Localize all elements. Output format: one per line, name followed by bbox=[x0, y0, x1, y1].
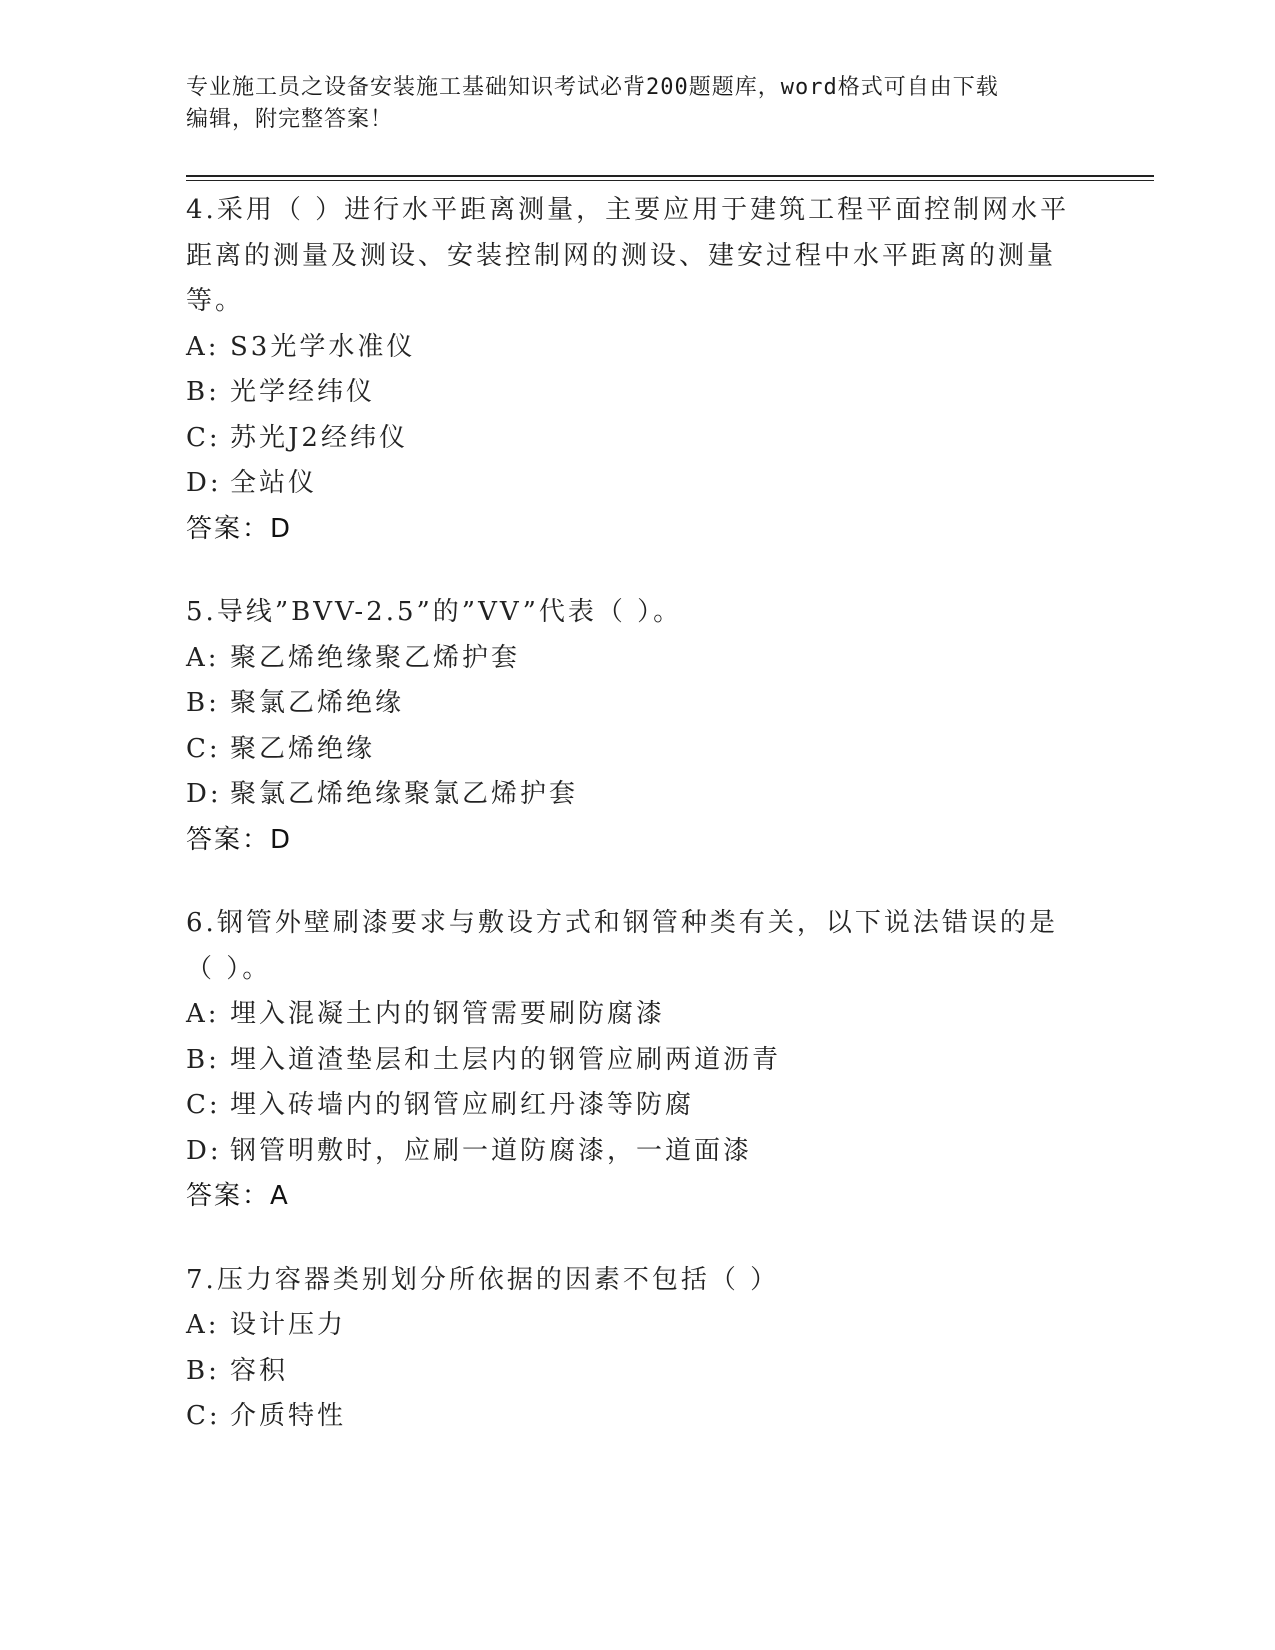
question-text bbox=[186, 901, 1086, 992]
option-text: 苏光J2经纬仪 bbox=[230, 422, 408, 453]
answer-value: A bbox=[270, 1181, 290, 1211]
option-text: 设计压力 bbox=[230, 1310, 347, 1340]
question-7 bbox=[186, 1258, 1086, 1440]
option-text: 聚乙烯绝缘聚乙烯护套 bbox=[230, 642, 521, 673]
question-body: 导线”BVV-2.5”的”VV”代表（ ）。 bbox=[216, 597, 683, 627]
option-letter: A: bbox=[186, 331, 220, 362]
option-letter: B: bbox=[186, 1044, 220, 1075]
option-letter: B: bbox=[186, 688, 220, 718]
answer-line bbox=[186, 818, 1086, 864]
option-letter: D: bbox=[186, 468, 222, 498]
option-letter: D: bbox=[186, 1135, 222, 1166]
option-letter: A: bbox=[186, 1310, 220, 1340]
option-letter: B: bbox=[186, 377, 220, 407]
question-number: 4. bbox=[186, 195, 217, 225]
question-4 bbox=[186, 188, 1086, 552]
option-text: 钢管明敷时，应刷一道防腐漆，一道面漆 bbox=[230, 1135, 753, 1166]
question-5 bbox=[186, 590, 1086, 863]
option-letter: B: bbox=[186, 1355, 220, 1386]
option-letter: C: bbox=[186, 1401, 221, 1431]
question-text bbox=[186, 590, 1086, 636]
question-number: 5. bbox=[186, 597, 217, 627]
question-text bbox=[186, 1258, 1086, 1304]
option-a bbox=[186, 636, 1086, 682]
option-letter: C: bbox=[186, 422, 221, 453]
option-text: 聚氯乙烯绝缘聚氯乙烯护套 bbox=[230, 779, 579, 809]
question-body: 钢管外壁刷漆要求与敷设方式和钢管种类有关，以下说法错误的是（ ）。 bbox=[186, 908, 1058, 984]
answer-value: D bbox=[270, 513, 293, 544]
answer-line bbox=[186, 1174, 1086, 1220]
option-d bbox=[186, 772, 1086, 818]
option-a bbox=[186, 992, 1086, 1038]
option-b bbox=[186, 370, 1086, 416]
option-letter: A: bbox=[186, 999, 220, 1029]
option-letter: D: bbox=[186, 779, 222, 809]
option-text: S3光学水准仪 bbox=[230, 331, 416, 362]
option-letter: C: bbox=[186, 733, 221, 764]
option-letter: A: bbox=[186, 642, 220, 673]
document-header bbox=[186, 72, 1086, 136]
answer-label: 答案： bbox=[186, 513, 271, 544]
header-divider-thick bbox=[186, 175, 1154, 177]
option-text: 全站仪 bbox=[230, 468, 318, 498]
option-d bbox=[186, 1129, 1086, 1175]
question-6 bbox=[186, 901, 1086, 1220]
header-title-line-2: 编辑，附完整答案！ bbox=[186, 107, 394, 132]
option-letter: C: bbox=[186, 1090, 221, 1120]
header-title-line-1: 专业施工员之设备安装施工基础知识考试必背200题题库，word格式可自由下载 bbox=[186, 75, 999, 100]
option-a bbox=[186, 1303, 1086, 1349]
option-text: 埋入道渣垫层和土层内的钢管应刷两道沥青 bbox=[230, 1044, 782, 1075]
option-c bbox=[186, 416, 1086, 462]
option-text: 容积 bbox=[230, 1355, 289, 1386]
answer-label: 答案： bbox=[186, 1181, 271, 1211]
option-b bbox=[186, 681, 1086, 727]
answer-value: D bbox=[270, 824, 293, 855]
option-text: 聚乙烯绝缘 bbox=[230, 733, 376, 764]
question-list bbox=[186, 188, 1086, 1478]
question-number: 6. bbox=[186, 908, 217, 938]
option-b bbox=[186, 1349, 1086, 1395]
option-text: 埋入砖墙内的钢管应刷红丹漆等防腐 bbox=[230, 1090, 695, 1120]
option-a bbox=[186, 325, 1086, 371]
option-text: 聚氯乙烯绝缘 bbox=[230, 688, 405, 718]
header-divider-thin bbox=[186, 180, 1154, 181]
option-text: 介质特性 bbox=[230, 1401, 347, 1431]
question-body: 采用（ ）进行水平距离测量，主要应用于建筑工程平面控制网水平距离的测量及测设、安装控制网的测设、建安过程中水平距离的测量等。 bbox=[186, 195, 1070, 316]
question-text bbox=[186, 188, 1086, 325]
option-text: 埋入混凝土内的钢管需要刷防腐漆 bbox=[230, 999, 666, 1029]
question-body: 压力容器类别划分所依据的因素不包括（ ） bbox=[216, 1264, 780, 1295]
option-c bbox=[186, 727, 1086, 773]
answer-label: 答案： bbox=[186, 824, 271, 855]
option-d bbox=[186, 461, 1086, 507]
option-c bbox=[186, 1083, 1086, 1129]
option-b bbox=[186, 1038, 1086, 1084]
option-c bbox=[186, 1394, 1086, 1440]
answer-line bbox=[186, 507, 1086, 553]
question-number: 7. bbox=[186, 1264, 217, 1295]
option-text: 光学经纬仪 bbox=[230, 377, 376, 407]
